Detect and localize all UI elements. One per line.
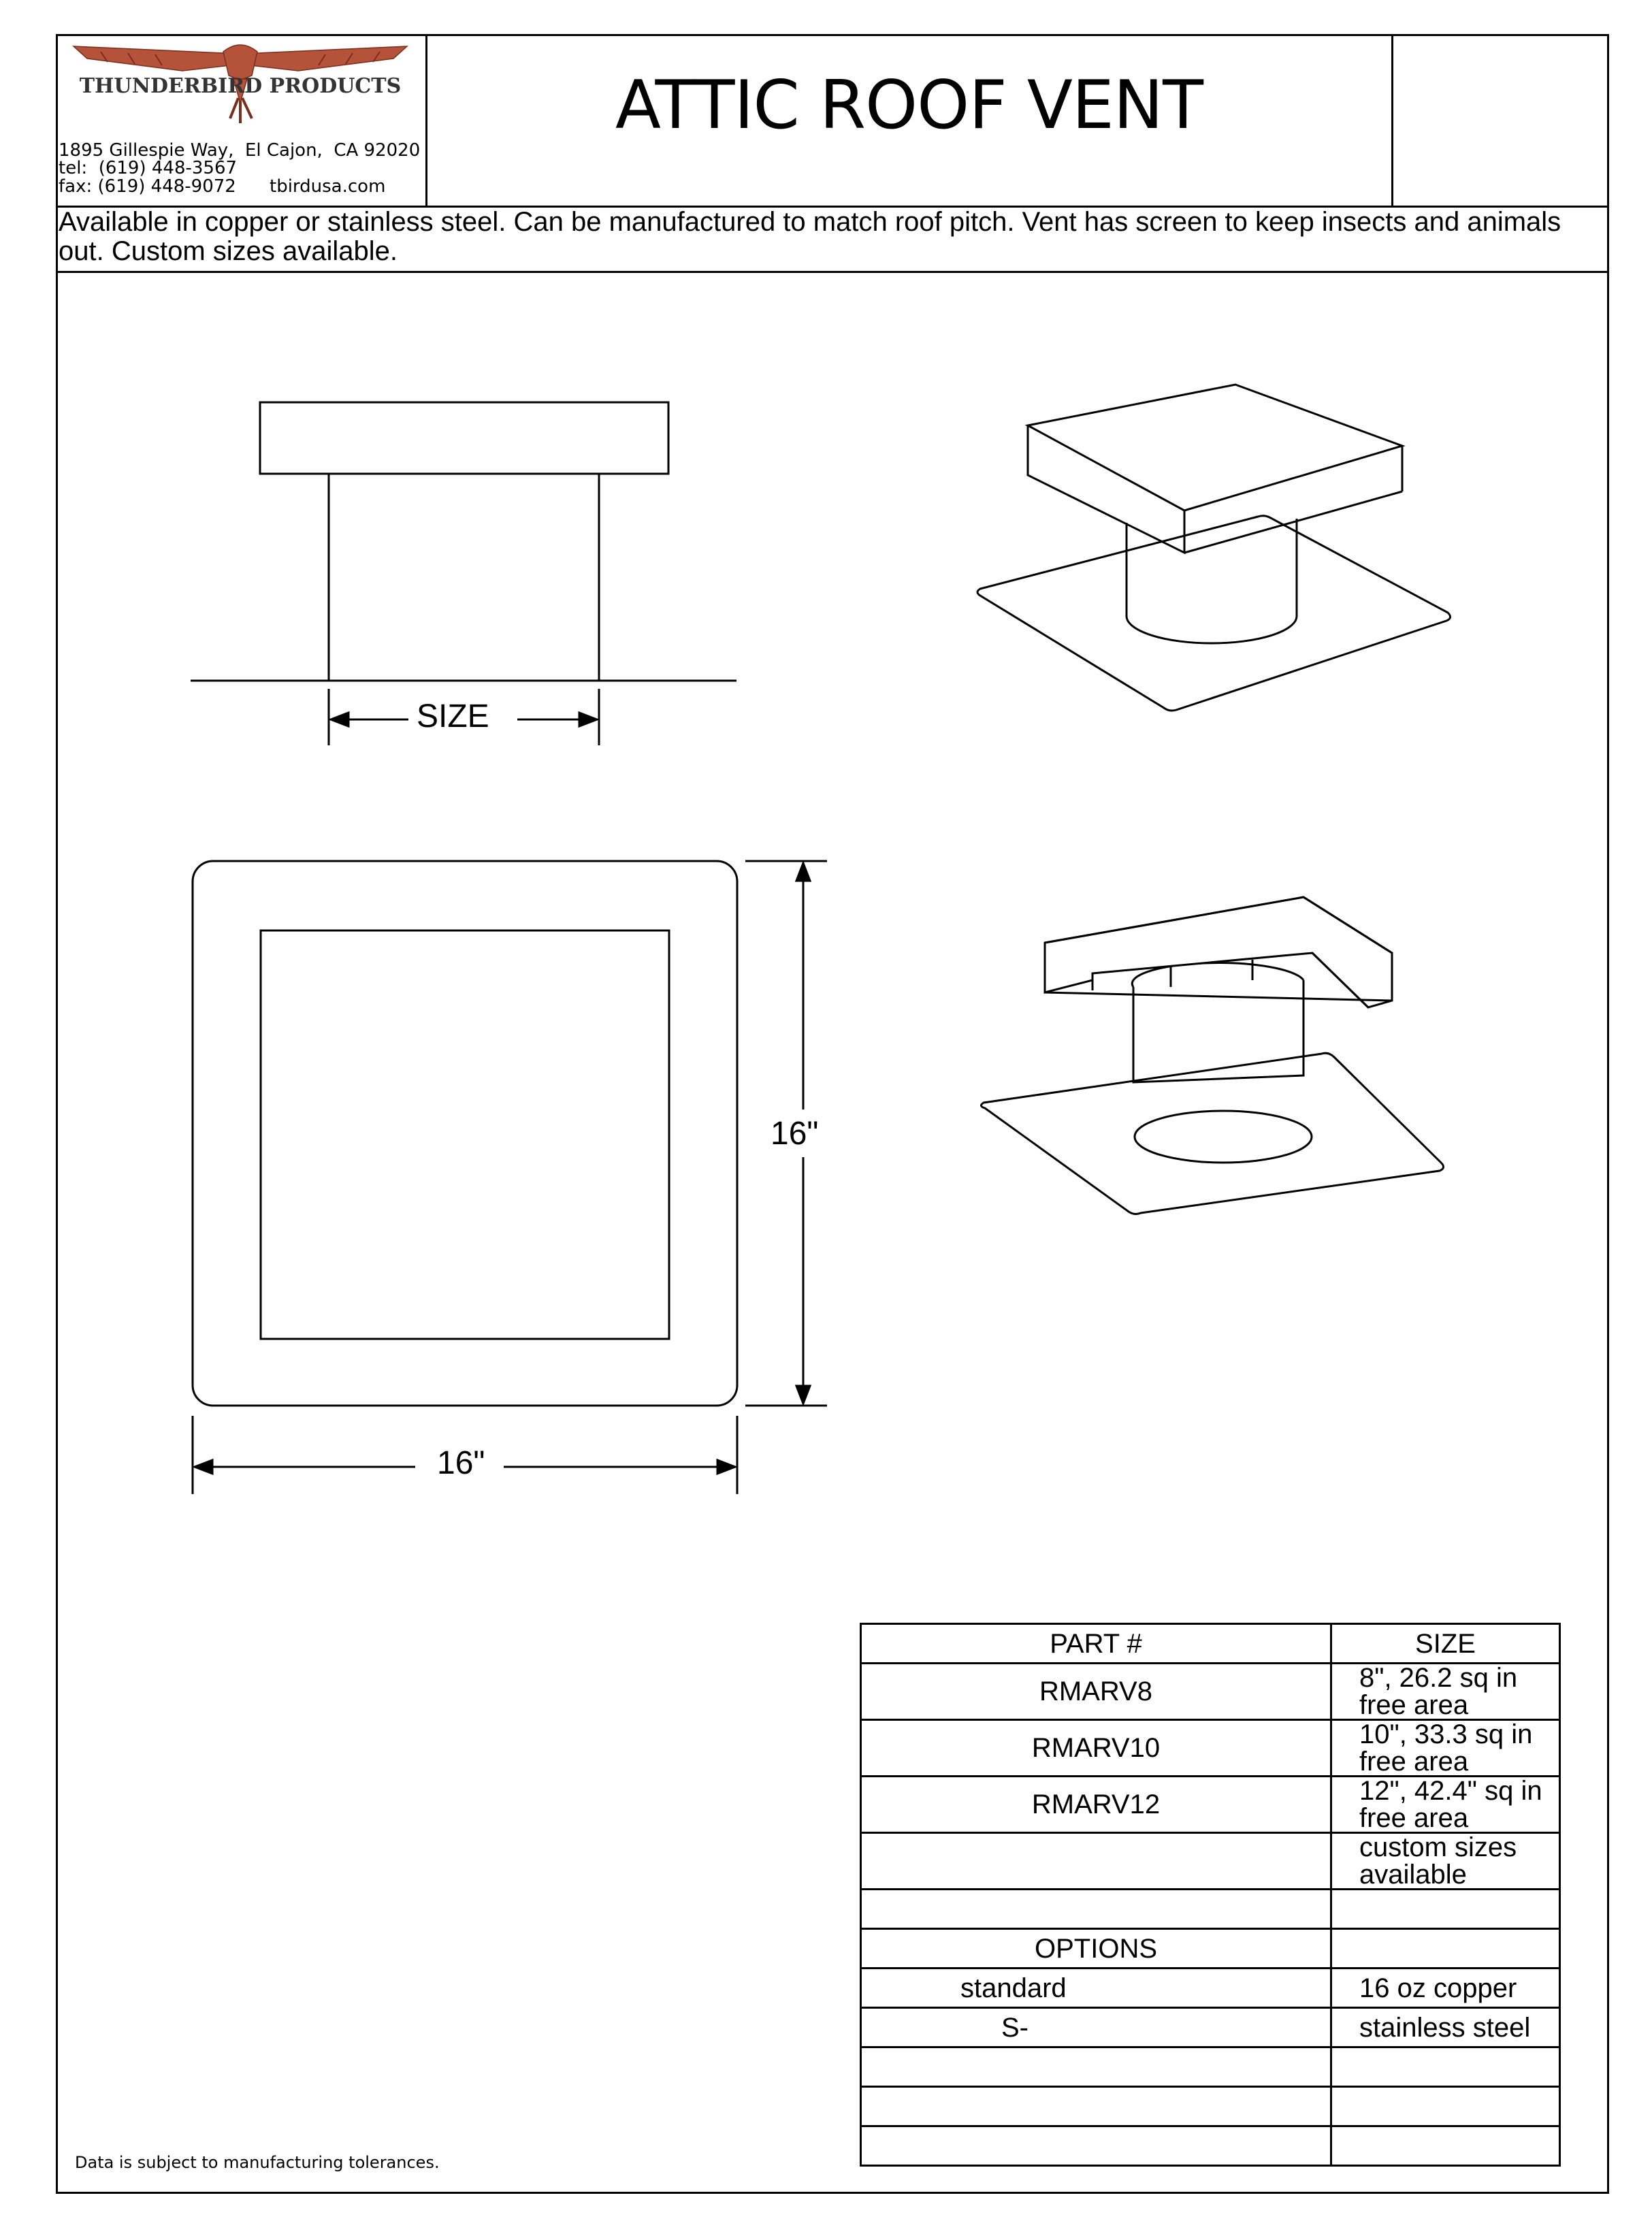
size-cell: 12", 42.4" sq in free area: [1331, 1777, 1560, 1833]
table-row: [861, 1777, 1560, 1833]
width-dimension-label: 16": [429, 1444, 493, 1482]
size-cell: [1331, 2087, 1560, 2126]
size-cell: custom sizes available: [1331, 1833, 1560, 1890]
table-row: [861, 1969, 1560, 2008]
size-cell: 10", 33.3 sq in free area: [1331, 1720, 1560, 1777]
part-cell: [861, 1833, 1331, 1890]
part-cell: RMARV10: [861, 1720, 1331, 1777]
isometric-view-assembled: [977, 385, 1451, 711]
part-cell: standard: [861, 1969, 1331, 2008]
header-size: SIZE: [1331, 1624, 1560, 1664]
side-view: [191, 402, 736, 745]
size-cell: [1331, 2047, 1560, 2087]
table-header-row: [861, 1624, 1560, 1664]
part-cell: [861, 1890, 1331, 1929]
size-cell: [1331, 1929, 1560, 1969]
table-row: [861, 2008, 1560, 2047]
table-row: [861, 2047, 1560, 2087]
size-cell: [1331, 1890, 1560, 1929]
company-website: tbirdusa.com: [270, 176, 386, 197]
product-description: Available in copper or stainless steel. Can be manufactured to match roof pitch. Vent has screen to keep insects and animals out. Custom sizes available.: [59, 207, 1561, 266]
company-address: 1895 Gillespie Way, El Cajon, CA 92020: [59, 140, 421, 161]
company-name: THUNDERBIRD PRODUCTS: [79, 74, 402, 98]
part-cell: RMARV8: [861, 1664, 1331, 1720]
table-row: [861, 2087, 1560, 2126]
part-cell: [861, 2047, 1331, 2087]
table-row: [861, 1833, 1560, 1890]
isometric-view-exploded: [981, 897, 1443, 1214]
height-dimension-label: 16": [768, 1115, 821, 1152]
company-tel: tel: (619) 448-3567: [59, 158, 238, 178]
size-cell: stainless steel: [1331, 2008, 1560, 2047]
size-cell: [1331, 2126, 1560, 2166]
page-title: ATTIC ROOF VENT: [615, 67, 1203, 144]
part-cell: [861, 2126, 1331, 2166]
table-row: [861, 2126, 1560, 2166]
table-row: [861, 1720, 1560, 1777]
size-cell: 16 oz copper: [1331, 1969, 1560, 2008]
table-row: [861, 1890, 1560, 1929]
header-part: PART #: [861, 1624, 1331, 1664]
size-dimension-label: SIZE: [408, 698, 498, 735]
plan-view: [193, 861, 827, 1494]
size-cell: 8", 26.2 sq in free area: [1331, 1664, 1560, 1720]
table-row: [861, 1664, 1560, 1720]
part-cell: OPTIONS: [861, 1929, 1331, 1969]
spec-table: [860, 1623, 1561, 2167]
part-cell: S-: [861, 2008, 1331, 2047]
company-fax: fax: (619) 448-9072: [59, 176, 236, 197]
part-cell: RMARV12: [861, 1777, 1331, 1833]
table-row: [861, 1929, 1560, 1969]
footer-note: Data is subject to manufacturing tolerances.: [75, 2153, 440, 2172]
part-cell: [861, 2087, 1331, 2126]
